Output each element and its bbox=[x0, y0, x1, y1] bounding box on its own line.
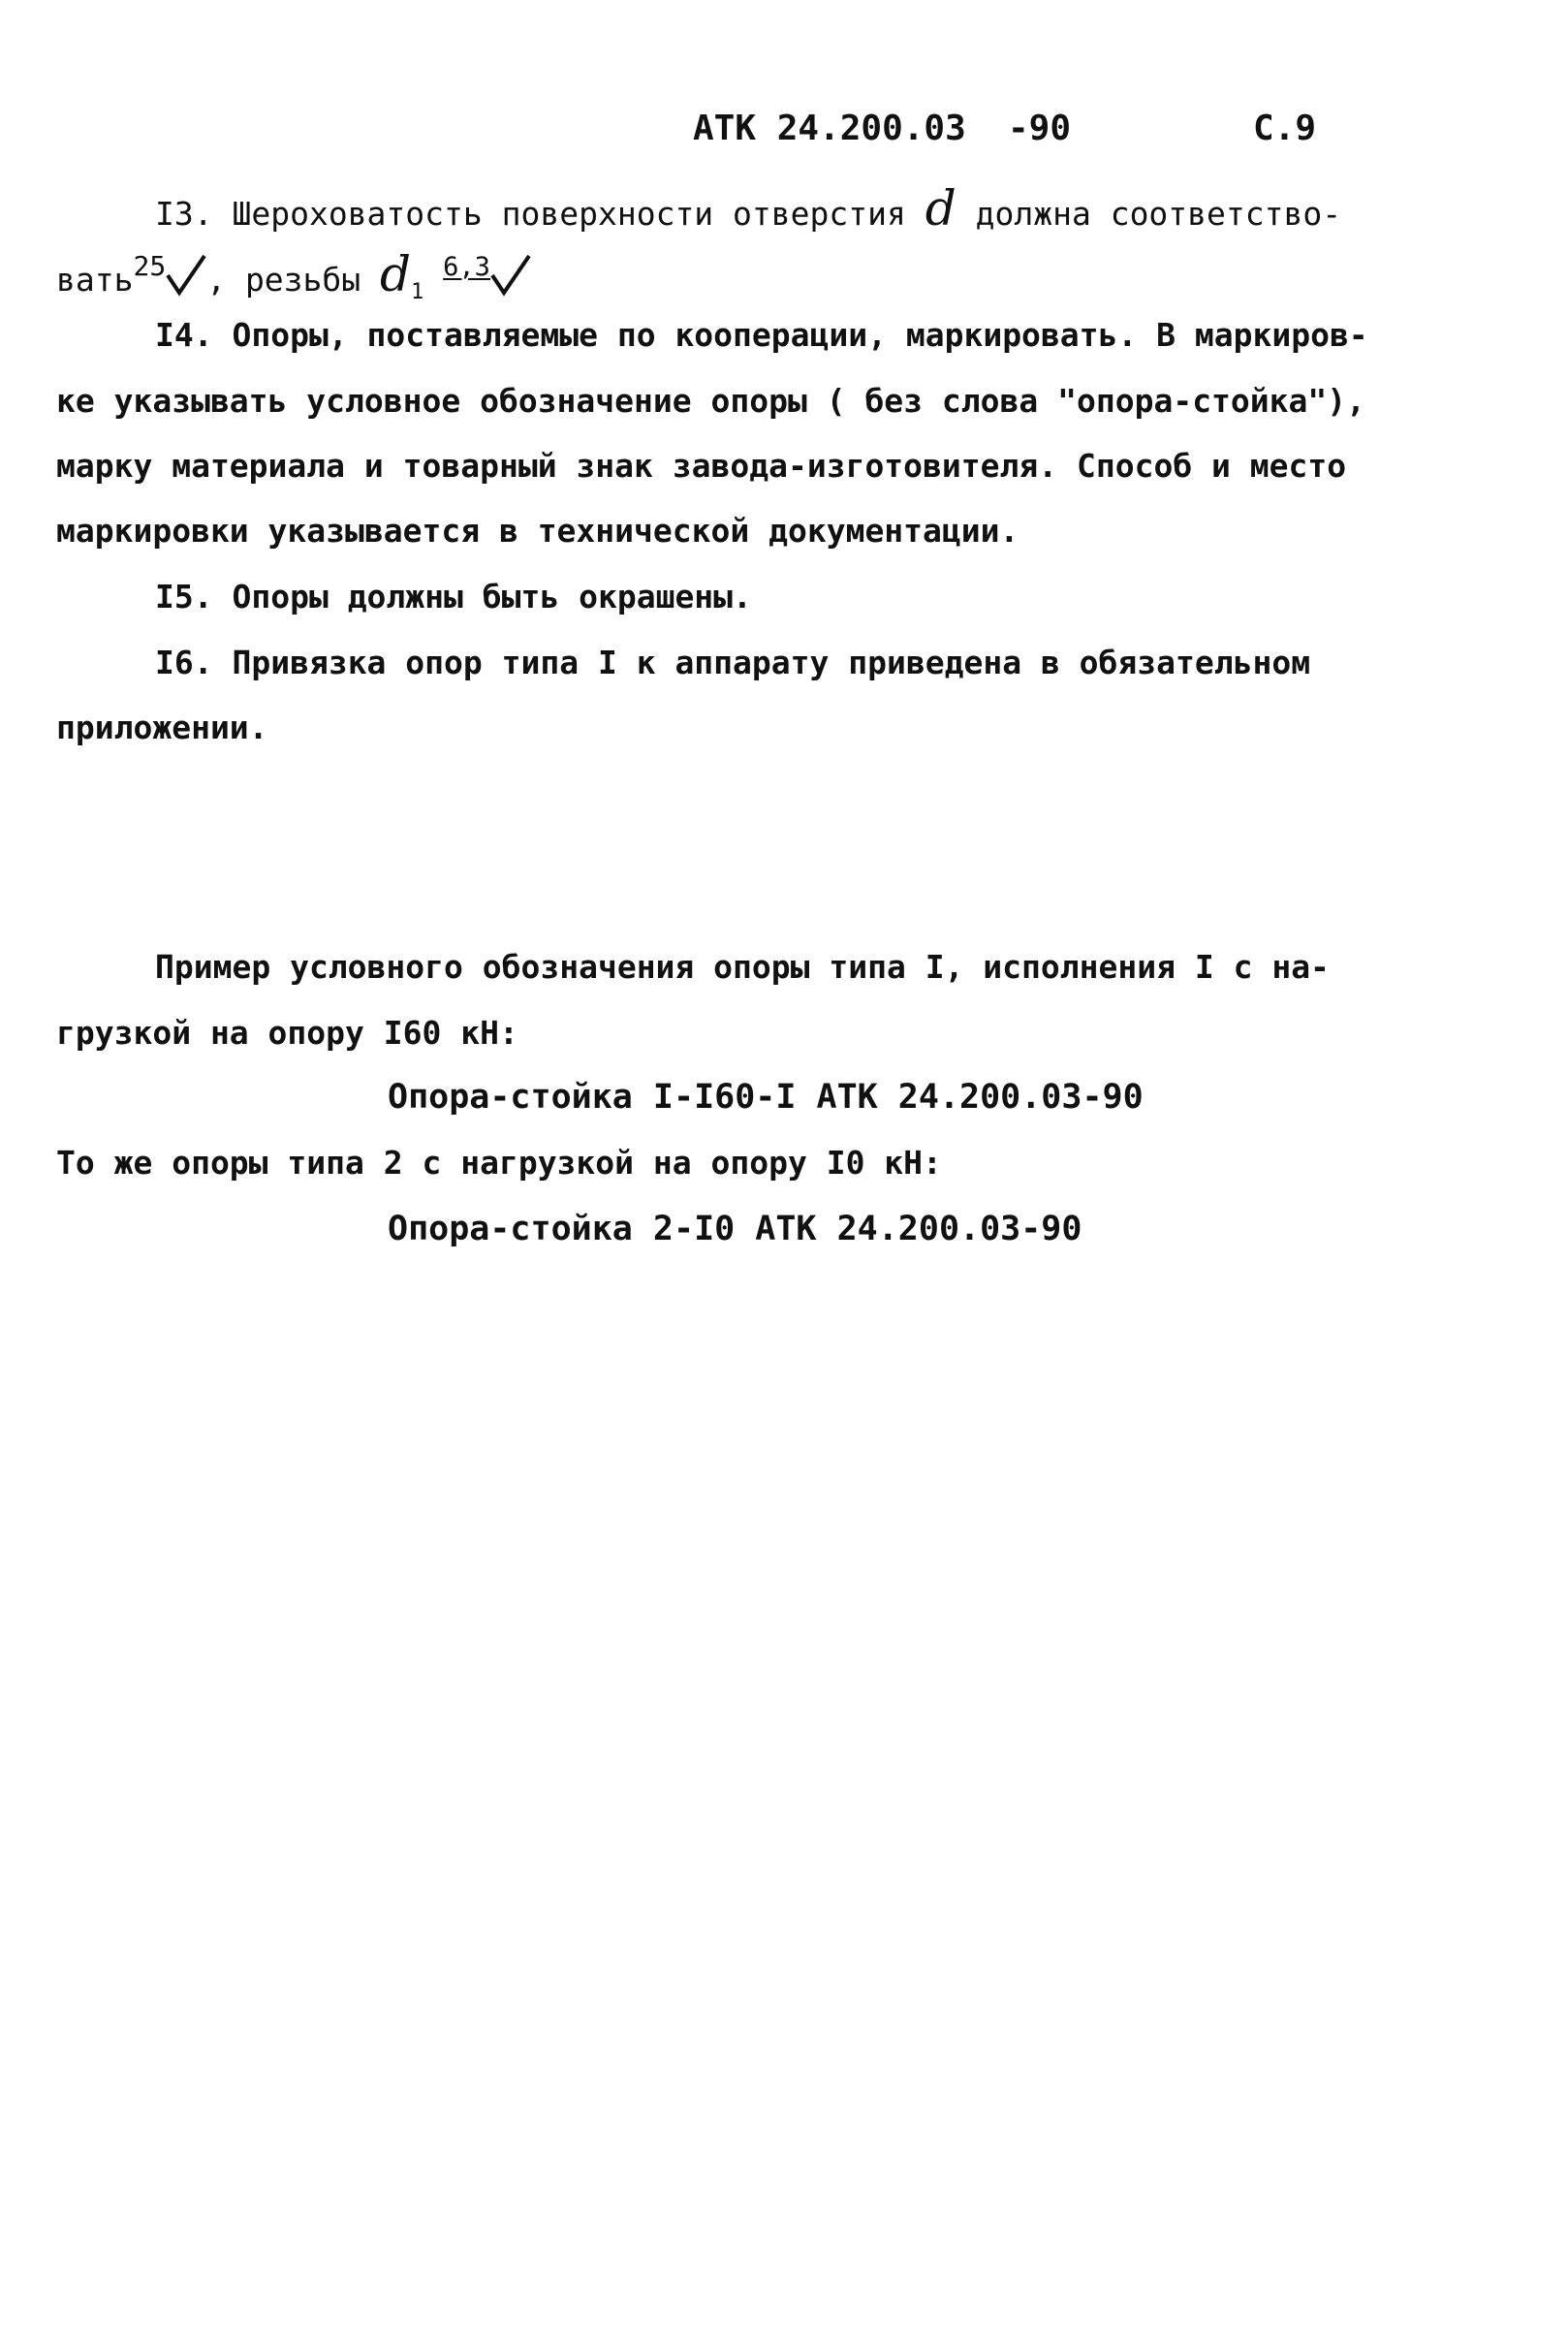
item-15-line bbox=[155, 578, 752, 615]
example-designation-2: Опора-стойка 2-I0 АТК 24.200.03-90 bbox=[388, 1210, 1082, 1248]
symbol-d1-subscript: 1 bbox=[411, 280, 424, 304]
item-13-text-d: , резьбы bbox=[206, 261, 361, 299]
item-13-text-c: вать bbox=[56, 261, 134, 299]
item-13-text-a: Шероховатость поверхности отверстия bbox=[232, 195, 906, 233]
item-14-line-1 bbox=[155, 316, 1368, 354]
item-13-number: I3. bbox=[155, 195, 213, 233]
item-14-line-4: маркировки указывается в технической документации. bbox=[56, 512, 1019, 550]
roughness-value-hole: 25 bbox=[133, 250, 167, 282]
item-14-line-2: ке указывать условное обозначение опоры ( без слова "опора-стойка"), bbox=[56, 382, 1366, 420]
item-16-text-1: Привязка опор типа I к аппарату приведена в обязательном bbox=[232, 644, 1311, 681]
roughness-mark-thread-icon bbox=[490, 254, 531, 297]
item-16-line-2: приложении. bbox=[56, 709, 268, 746]
item-14-number: I4. bbox=[155, 316, 213, 354]
doc-year: -90 bbox=[1008, 109, 1072, 148]
item-13-line-1 bbox=[155, 180, 1341, 237]
symbol-d1: d bbox=[380, 246, 412, 302]
item-16-number: I6. bbox=[155, 644, 213, 681]
page-number: С.9 bbox=[1253, 109, 1317, 148]
item-14-text-1: Опоры, поставляемые по кооперации, маркировать. В маркиров- bbox=[232, 316, 1368, 354]
example-alt-line: То же опоры типа 2 с нагрузкой на опору I0 кН: bbox=[56, 1144, 942, 1182]
item-16-line-1 bbox=[155, 644, 1310, 681]
doc-code: АТК 24.200.03 bbox=[693, 109, 966, 148]
symbol-d: d bbox=[925, 180, 956, 237]
item-13-line-2 bbox=[56, 246, 531, 302]
roughness-value-thread: 6,3 bbox=[443, 252, 490, 282]
item-14-line-3: марку материала и товарный знак завода-изготовителя. Способ и место bbox=[56, 447, 1347, 485]
item-13-text-b: должна соответство- bbox=[975, 195, 1342, 233]
item-15-number: I5. bbox=[155, 578, 213, 615]
roughness-mark-icon bbox=[166, 254, 206, 297]
example-designation-1: Опора-стойка I-I60-I АТК 24.200.03-90 bbox=[388, 1078, 1144, 1117]
item-15-text: Опоры должны быть окрашены. bbox=[232, 578, 752, 615]
example-intro-line-2: грузкой на опору I60 кН: bbox=[56, 1014, 518, 1052]
example-intro-line-1: Пример условного обозначения опоры типа I, исполнения I с на- bbox=[155, 948, 1330, 986]
